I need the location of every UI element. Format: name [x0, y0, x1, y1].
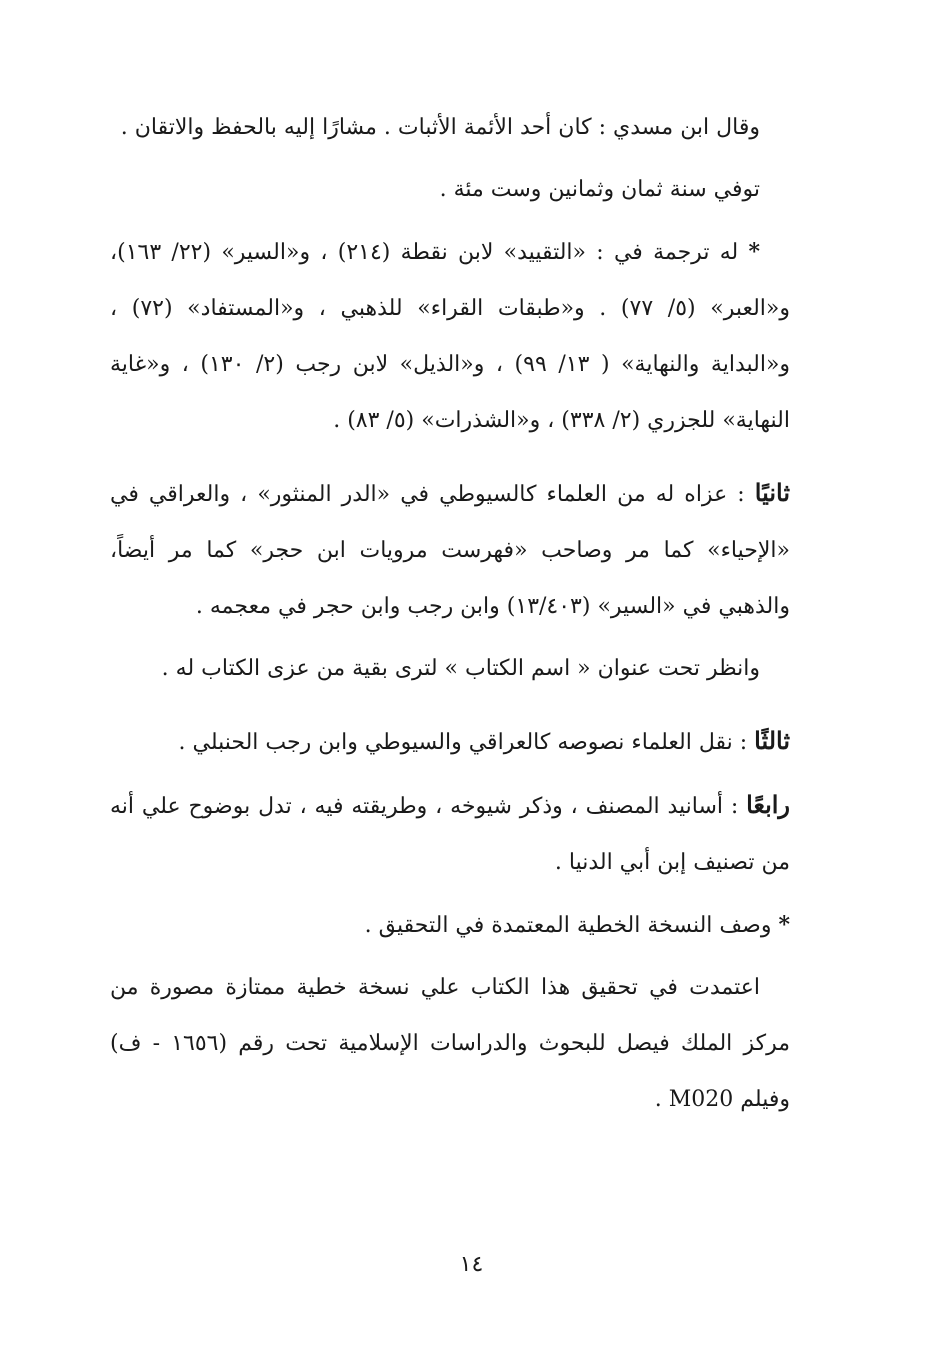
- paragraph-ibn-masdi: [110, 100, 790, 156]
- paragraph-text: اعتمدت في تحقيق هذا الكتاب علي نسخة خطية ممتازة مصورة من مركز الملك فيصل للبحوث والدراسات الإسلامية تحت رقم (١٦٥٦ - ف) وفيلم M020 .: [110, 975, 791, 1112]
- section-label-third: ثالثًا: [754, 726, 790, 755]
- paragraph-death-year: [110, 162, 790, 218]
- asterisk-icon: *: [778, 912, 790, 938]
- paragraph-second-point: [110, 465, 790, 635]
- paragraph-third-point: [110, 713, 790, 771]
- paragraph-manuscript-heading: [110, 897, 790, 954]
- paragraph-biography-sources: [110, 224, 790, 449]
- page-body: [110, 100, 790, 1134]
- paragraph-text: وقال ابن مسدي : كان أحد الأئمة الأثبات . مشارًا إليه بالحفظ والاتقان .: [120, 115, 760, 140]
- paragraph-fourth-point: [110, 777, 790, 891]
- paragraph-text: : نقل العلماء نصوصه كالعراقي والسيوطي وابن رجب الحنبلي .: [178, 730, 748, 755]
- paragraph-text: : عزاه له من العلماء كالسيوطي في «الدر المنثور» ، والعراقي في «الإحياء» كما مر وصاحب «فهرست مرويات ابن حجر» كما مر أيضاً، والذهبي في «السير» (١٣/٤٠٣) وابن رجب وابن حجر في معجمه .: [110, 482, 790, 619]
- paragraph-text: له ترجمة في : «التقييد» لابن نقطة (٢١٤) ، و«السير» (٢٢/ ١٦٣)، و«العبر» (٥/ ٧٧) . و«طبقات القراء» للذهبي ، و«المستفاد» (٧٢) ، و«البداية والنهاية» ( ١٣/ ٩٩) ، و«الذيل» لابن رجب (٢/ ١٣٠) ، و«غاية النهاية» للجزري (٢/ ٣٣٨) ، و«الشذرات» (٥/ ٨٣) .: [110, 240, 791, 433]
- page-number: ١٤: [459, 1252, 484, 1277]
- section-label-fourth: رابعًا: [746, 790, 790, 819]
- section-label-second: ثانيًا: [754, 478, 790, 507]
- paragraph-manuscript-description: [110, 960, 790, 1128]
- paragraph-text: وانظر تحت عنوان « اسم الكتاب » لترى بقية من عزى الكتاب له .: [161, 656, 760, 681]
- paragraph-text: : أسانيد المصنف ، وذكر شيوخه ، وطريقته فيه ، تدل بوضوح علي أنه من تصنيف إبن أبي الدنيا .: [110, 794, 790, 875]
- paragraph-text: وصف النسخة الخطية المعتمدة في التحقيق .: [364, 913, 772, 938]
- asterisk-icon: *: [748, 239, 761, 265]
- paragraph-see-title: [110, 641, 790, 697]
- paragraph-text: توفي سنة ثمان وثمانين وست مئة .: [439, 177, 760, 202]
